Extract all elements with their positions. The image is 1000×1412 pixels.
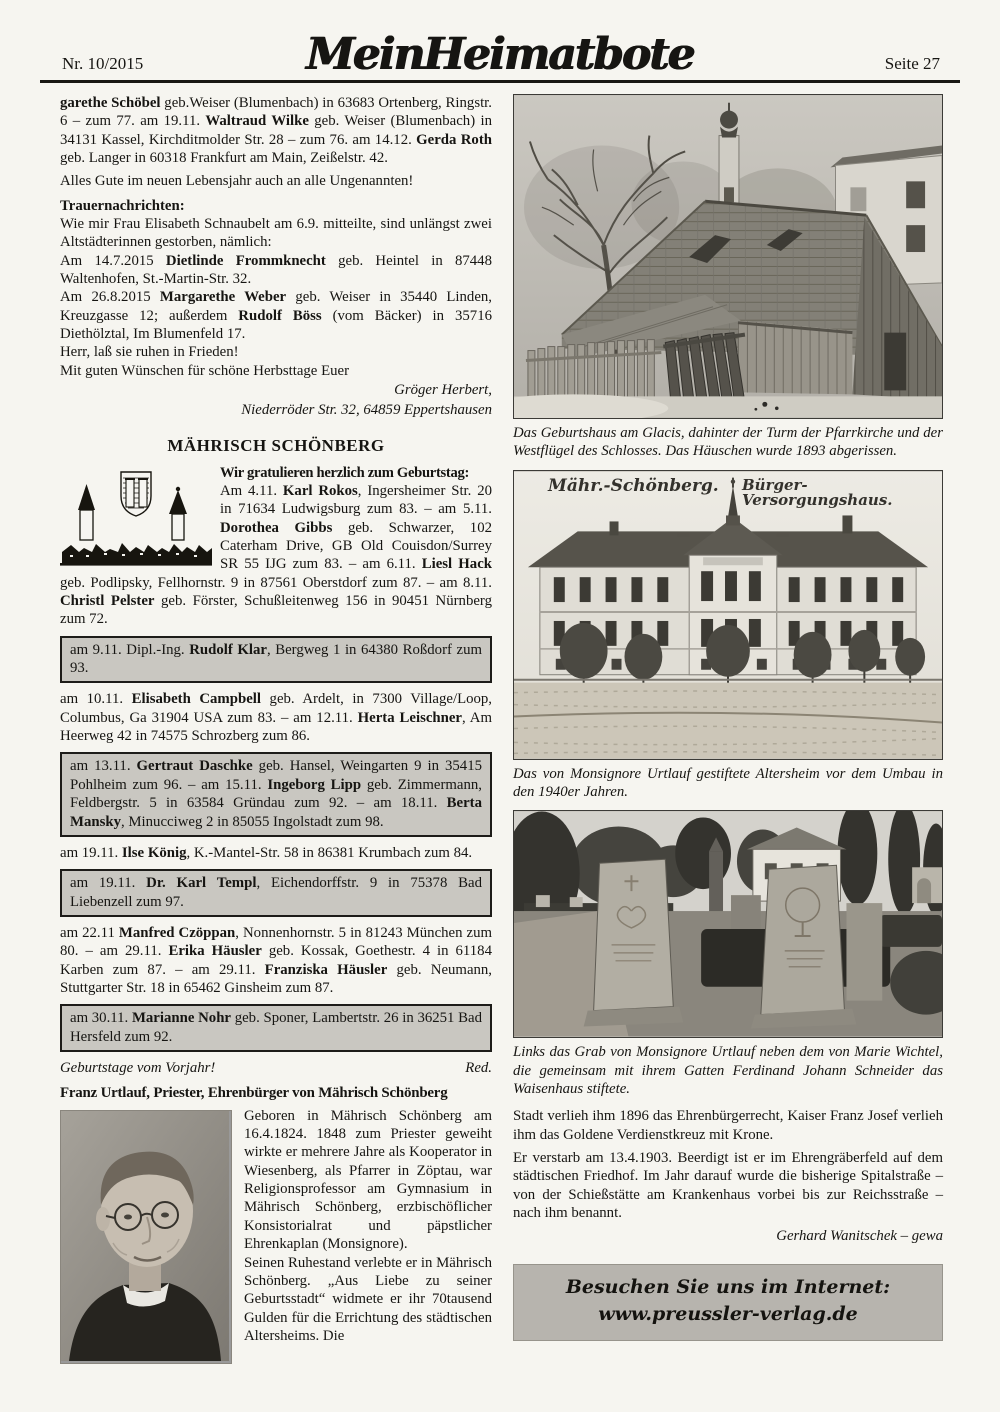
- urtlauf-article-body: [60, 1107, 492, 1345]
- postcard-title-label: Mähr.-Schönberg.: [548, 475, 719, 496]
- editor-abbrev: Red.: [465, 1059, 492, 1076]
- photo-frame-altersheim: [513, 470, 943, 760]
- birthday-entry: am 22.11 Manfred Czöppan, Nonnenhornstr. 5 in 81243 München zum 80. – am 29.11. Erika Häusler geb. Kossak, Goethestr. 4 in 61184 Karben zum 87. – am 29.11. Franziska Häusler geb. Neumann, Stuttgarter Str. 18 in 65462 Ginsheim zum 87.: [60, 924, 493, 996]
- internet-banner: [513, 1264, 943, 1341]
- birthday-entry-box: am 19.11. Dr. Karl Templ, Eichendorffstr. 9 in 75378 Bad Liebenzell zum 97.: [60, 869, 492, 917]
- article-byline: Gerhard Wanitschek – gewa: [776, 1228, 943, 1245]
- birthday-entry-box: am 30.11. Marianne Nohr geb. Sponer, Lambertstr. 26 in 36251 Bad Hersfeld zum 92.: [60, 1004, 492, 1052]
- birthday-entry-box: am 9.11. Dipl.-Ing. Rudolf Klar, Bergweg 1 in 64380 Roßdorf zum 93.: [60, 636, 492, 684]
- urtlauf-paragraph-2: Seinen Ruhestand verlebte er in Mährisch Schönberg. „Aus Liebe zu seiner Geburtsstadt“ widmete er ihr 70tausend Gulden für die Errichtung des städtischen Altersheims. Die: [244, 1254, 492, 1344]
- obituary-paragraph: Wie mir Frau Elisabeth Schnaubelt am 6.9. mitteilte, sind unlängst zwei Altstädterinnen gestorben, nämlich:: [60, 216, 492, 251]
- obituaries-heading: Trauernachrichten:: [60, 197, 185, 214]
- banner-url: www.preussler-verlag.de: [598, 1303, 858, 1326]
- obituary-paragraph: Am 14.7.2015 Dietlinde Frommknecht geb. Heintel in 87448 Waltenhofen, St.-Martin-Str. 32.: [60, 252, 492, 288]
- signature-address: Niederröder Str. 32, 64859 Eppertshausen: [241, 401, 492, 418]
- signature-name: Gröger Herbert,: [394, 382, 492, 399]
- right-column: [513, 94, 943, 1341]
- page-header: [40, 20, 960, 83]
- previous-year-line: [60, 1059, 492, 1077]
- urtlauf-paragraph-1: Geboren in Mährisch Schönberg am 16.4.1824. 1848 zum Priester geweiht wirkte er mehrere Jahre als Kooperator in Wiesenberg, als Pfarrer in Zöptau, war Religionsprofessor am Gymnasium in Mährisch Schönberg, erzbischöflicher Konsistorialrat und päpstlicher Ehrenkaplan (Monsignore).: [244, 1107, 492, 1253]
- previous-year-note: Geburtstage vom Vorjahr!: [60, 1059, 216, 1076]
- congrats-text: Am 4.11. Karl Rokos, Ingersheimer Str. 20 in 71634 Ludwigsburg zum 83. – am 5.11. Dorothea Gibbs geb. Schwarzer, 102 Caterham Drive, GB Old Couisdon/Surrey SR 55 IJG zum 83. – am 6.11. Liesl Hack geb. Podlipsky, Fellhornstr. 9 in 87561 Oberstdorf zum 87. – am 8.11. Christl Pelster geb. Förster, Schußleitenweg 156 in 90451 Nürnberg zum 72.: [60, 483, 492, 628]
- birthday-entry: am 19.11. Ilse König, K.-Mantel-Str. 58 in 86381 Krumbach zum 84.: [60, 844, 473, 861]
- franz-urtlauf-portrait-photo: [61, 1111, 229, 1361]
- banner-line-1: Besuchen Sie uns im Internet:: [565, 1275, 891, 1298]
- portrait-photo-frame: [60, 1110, 232, 1364]
- photo-frame-grab: [513, 810, 943, 1038]
- photo-grab-friedhof: [514, 811, 942, 1037]
- birthday-congrats-paragraph: [60, 464, 492, 629]
- obituary-paragraph: Herr, laß sie ruhen in Frieden!: [60, 344, 239, 361]
- issue-number: Nr. 10/2015: [62, 54, 144, 73]
- schoenberg-section-heading: MÄHRISCH SCHÖNBERG: [167, 435, 385, 455]
- congrats-heading: Wir gratulieren herzlich zum Geburtstag:: [220, 464, 470, 481]
- obituary-paragraph: Am 26.8.2015 Margarethe Weber geb. Weiser in 35440 Linden, Kreuzgasse 12; außerdem Rudolf Böss (vom Bäcker) in 35716 Diethölztal, Im Blumenfeld 17.: [60, 289, 492, 343]
- birthday-entry: am 10.11. Elisabeth Campbell geb. Ardelt, in 7300 Village/Loop, Columbus, Ga 31904 USA zum 83. – am 12.11. Herta Leischner, Am Heerweg 42 in 74575 Schrozberg zum 86.: [60, 691, 493, 745]
- left-column: [60, 94, 492, 1366]
- urtlauf-article-heading: Franz Urtlauf, Priester, Ehrenbürger von Mährisch Schönberg: [60, 1085, 448, 1102]
- birthday-continuation-paragraph: garethe Schöbel geb.Weiser (Blumenbach) in 63683 Ortenberg, Ringstr. 6 – zum 77. am 19.11. Waltraud Wilke geb. Weiser (Blumenbach) in 34131 Kassel, Kirchditmolder Str. 28 – zum 76. am 14.12. Gerda Roth geb. Langer in 60318 Frankfurt am Main, Zeißelstr. 42.: [60, 95, 492, 167]
- photo2-caption: Das von Monsignore Urtlauf gestiftete Altersheim vor dem Umbau in den 1940er Jahren.: [513, 765, 943, 801]
- masthead-title: MeinHeimatbote: [306, 29, 694, 80]
- photo-altersheim-postcard: [514, 471, 942, 759]
- photo1-caption: Das Geburtshaus am Glacis, dahinter der Turm der Pfarrkirche und der Westflügel des Schlosses. Das Häuschen wurde 1893 abgerissen.: [513, 425, 943, 460]
- well-wishes-line: Alles Gute im neuen Lebensjahr auch an alle Ungenannten!: [60, 173, 414, 190]
- urtlauf-death-paragraph: Er verstarb am 13.4.1903. Beerdigt ist er im Ehrengräberfeld auf dem städtischen Friedhof. Im Jahr darauf wurde die bisherige Spitalstraße – von der Schießstätte am Krankenhaus vorbei bis zur Reichsstraße – nach ihm benannt.: [513, 1150, 943, 1222]
- birthday-entry-box: am 13.11. Gertraut Daschke geb. Hansel, Weingarten 9 in 35415 Pohlheim zum 96. – am 15.11. Ingeborg Lipp geb. Zimmermann, Feldbergstr. 5 in 63584 Gründau zum 92. – am 18.11. Berta Mansky, Minucciweg 2 in 85055 Ingolstadt zum 98.: [60, 752, 492, 836]
- urtlauf-honors-paragraph: Stadt verlieh ihm 1896 das Ehrenbürgerrecht, Kaiser Franz Josef verlieh ihm das Goldene Verdienstkreuz mit Krone.: [513, 1108, 943, 1143]
- photo-geburtshaus: [514, 95, 942, 418]
- postcard-subtitle-label: Bürger-Versorgungshaus.: [742, 475, 893, 509]
- photo-frame-geburtshaus: [513, 94, 943, 419]
- photo3-caption: Links das Grab von Monsignore Urtlauf neben dem von Marie Wichtel, die gemeinsam mit ihrem Gatten Ferdinand Johann Schneider das Waisenhaus stiftete.: [513, 1044, 943, 1098]
- obituary-paragraph: Mit guten Wünschen für schöne Herbsttage Euer: [60, 362, 350, 379]
- page-number: Seite 27: [884, 54, 940, 73]
- town-vignette-illustration: [60, 468, 212, 568]
